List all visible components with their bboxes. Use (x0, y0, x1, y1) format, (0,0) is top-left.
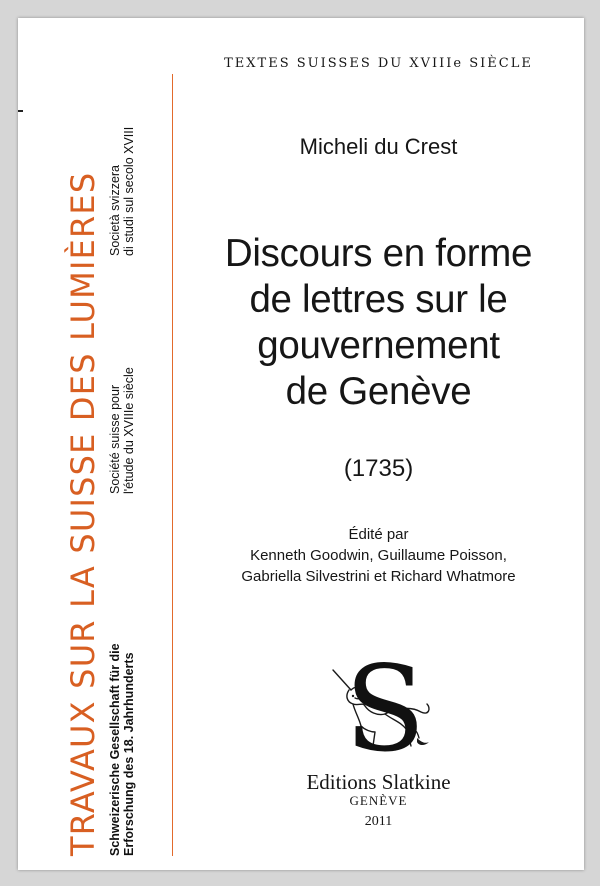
society-name-german (108, 643, 136, 856)
title-line: gouvernement (257, 324, 500, 367)
society-it-line: di studi sul secolo XVIII (122, 126, 136, 256)
society-de-line: Erforschung des 18. Jahrhunderts (122, 652, 136, 856)
society-fr-line: l'étude du XVIIIe siècle (122, 367, 136, 494)
crop-mark (18, 110, 23, 112)
publisher-name: Editions Slatkine (306, 770, 451, 794)
society-name-italian (108, 127, 136, 256)
title-line: Discours en forme (224, 232, 533, 275)
logo-letter: S (344, 646, 426, 764)
slatkine-unicorn-logo (325, 646, 445, 764)
editors-line: Édité par (348, 526, 409, 543)
series-heading: TEXTES SUISSES DU XVIIIe SIÈCLE (224, 56, 533, 71)
publication-year: 2011 (364, 814, 393, 829)
spine-text-block (60, 86, 172, 856)
title-line: de Genève (285, 370, 472, 413)
society-de-line: Schweizerische Gesellschaft für die (108, 643, 122, 856)
author-name: Micheli du Crest (299, 134, 458, 159)
publication-original-year: (1735) (343, 455, 414, 482)
publisher-city: GENÈVE (349, 793, 408, 808)
editors-line: Kenneth Goodwin, Guillaume Poisson, (250, 547, 507, 564)
cover-main-panel (173, 18, 584, 870)
society-it-line: Società svizzera (108, 164, 122, 256)
editors-line: Gabriella Silvestrini et Richard Whatmore (241, 568, 516, 585)
book-cover (18, 18, 584, 870)
book-title (173, 231, 584, 415)
society-name-french (108, 367, 136, 494)
series-spine-title: TRAVAUX SUR LA SUISSE DES LUMIÈRES (64, 171, 102, 856)
society-fr-line: Société suisse pour (108, 384, 122, 494)
editors-block (173, 524, 584, 587)
title-line: de lettres sur le (249, 278, 508, 321)
